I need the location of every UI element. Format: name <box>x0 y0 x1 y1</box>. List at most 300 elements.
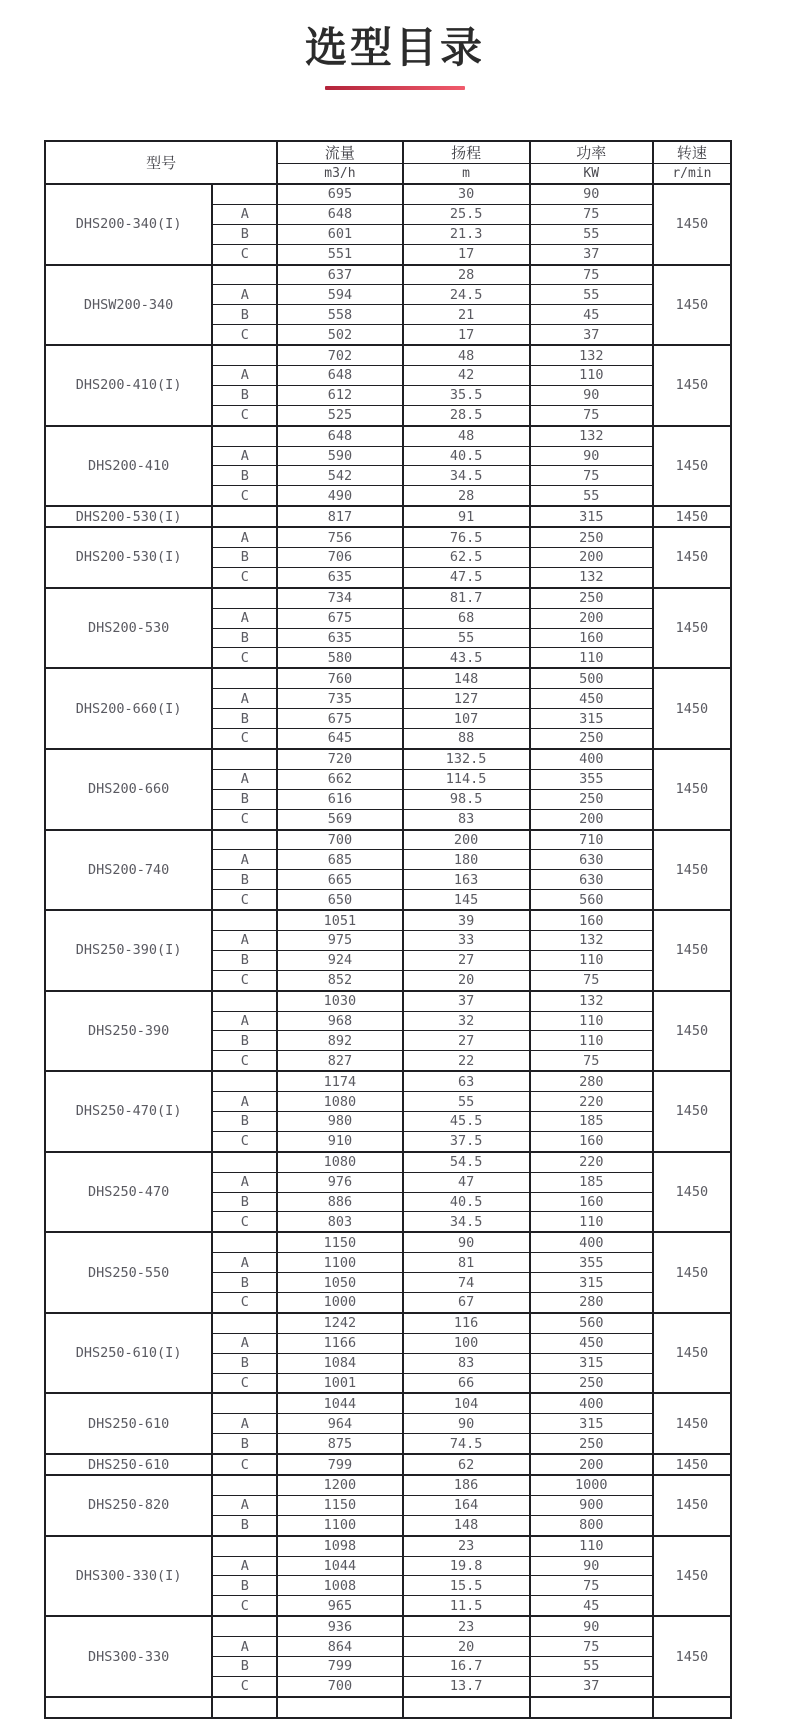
power-value: 400 <box>530 749 653 769</box>
power-value: 280 <box>530 1071 653 1091</box>
variant-label: C <box>212 1292 277 1312</box>
variant-label: A <box>212 527 277 547</box>
flow-value: 1150 <box>277 1232 402 1252</box>
column-header-speed: 转速 <box>653 141 731 164</box>
head-value: 98.5 <box>403 789 530 809</box>
power-value: 132 <box>530 930 653 950</box>
head-value: 163 <box>403 870 530 890</box>
power-value: 400 <box>530 1393 653 1413</box>
flow-value: 864 <box>277 1637 402 1657</box>
head-value: 37 <box>403 991 530 1011</box>
power-value: 75 <box>530 970 653 990</box>
flow-value: 612 <box>277 385 402 405</box>
model-name: DHS300-330(I) <box>45 1536 212 1617</box>
variant-label: C <box>212 729 277 749</box>
power-value: 75 <box>530 405 653 425</box>
flow-value: 648 <box>277 204 402 224</box>
variant-label: B <box>212 305 277 325</box>
flow-value: 645 <box>277 729 402 749</box>
flow-value: 635 <box>277 567 402 587</box>
model-name: DHS250-610 <box>45 1393 212 1454</box>
power-value: 90 <box>530 446 653 466</box>
flow-value: 975 <box>277 930 402 950</box>
power-value: 55 <box>530 285 653 305</box>
head-value: 20 <box>403 1637 530 1657</box>
head-value: 100 <box>403 1333 530 1353</box>
flow-value: 1098 <box>277 1536 402 1556</box>
flow-value: 525 <box>277 405 402 425</box>
variant-label: C <box>212 1676 277 1696</box>
speed-value: 1450 <box>653 1393 731 1454</box>
flow-value: 1150 <box>277 1495 402 1515</box>
variant-label <box>212 991 277 1011</box>
title-underline-accent <box>325 86 465 90</box>
head-value: 107 <box>403 709 530 729</box>
flow-value: 558 <box>277 305 402 325</box>
speed-value <box>653 1697 731 1718</box>
table-row <box>45 426 731 446</box>
model-name: DHS250-550 <box>45 1232 212 1313</box>
flow-value: 852 <box>277 970 402 990</box>
table-row <box>45 668 731 688</box>
power-value: 250 <box>530 588 653 608</box>
variant-label: A <box>212 1011 277 1031</box>
power-value: 132 <box>530 991 653 1011</box>
flow-value: 803 <box>277 1212 402 1232</box>
head-value: 55 <box>403 1092 530 1112</box>
variant-label: C <box>212 1212 277 1232</box>
column-header-head: 扬程 <box>403 141 530 164</box>
head-value: 28 <box>403 265 530 285</box>
head-value: 20 <box>403 970 530 990</box>
flow-value: 594 <box>277 285 402 305</box>
model-name: DHS200-340(I) <box>45 184 212 265</box>
head-value: 67 <box>403 1292 530 1312</box>
head-value: 62 <box>403 1454 530 1475</box>
table-row <box>45 506 731 527</box>
flow-value: 976 <box>277 1172 402 1192</box>
head-value: 42 <box>403 366 530 386</box>
speed-value: 1450 <box>653 1071 731 1152</box>
head-value: 24.5 <box>403 285 530 305</box>
power-value: 55 <box>530 224 653 244</box>
unit-speed: r/min <box>653 164 731 185</box>
variant-label: B <box>212 385 277 405</box>
table-body <box>45 184 731 1718</box>
head-value: 114.5 <box>403 769 530 789</box>
flow-value: 980 <box>277 1111 402 1131</box>
head-value: 21.3 <box>403 224 530 244</box>
variant-label: B <box>212 1657 277 1677</box>
flow-value: 799 <box>277 1657 402 1677</box>
power-value: 37 <box>530 1676 653 1696</box>
power-value: 110 <box>530 1031 653 1051</box>
model-name: DHS250-470 <box>45 1152 212 1233</box>
header-row-labels <box>45 141 731 164</box>
power-value: 900 <box>530 1495 653 1515</box>
variant-label: A <box>212 1495 277 1515</box>
variant-label <box>212 426 277 446</box>
flow-value: 601 <box>277 224 402 244</box>
variant-label <box>212 1616 277 1636</box>
power-value: 220 <box>530 1092 653 1112</box>
model-name: DHS250-610 <box>45 1454 212 1475</box>
flow-value: 968 <box>277 1011 402 1031</box>
power-value: 200 <box>530 548 653 568</box>
head-value: 39 <box>403 910 530 930</box>
variant-label: C <box>212 405 277 425</box>
power-value: 110 <box>530 1212 653 1232</box>
model-name: DHS300-330 <box>45 1616 212 1697</box>
head-value: 48 <box>403 426 530 446</box>
power-value: 45 <box>530 1596 653 1616</box>
variant-label: A <box>212 930 277 950</box>
head-value: 47 <box>403 1172 530 1192</box>
power-value: 132 <box>530 567 653 587</box>
head-value: 19.8 <box>403 1556 530 1576</box>
power-value: 160 <box>530 1192 653 1212</box>
head-value: 148 <box>403 1515 530 1535</box>
head-value: 76.5 <box>403 527 530 547</box>
variant-label <box>212 749 277 769</box>
flow-value: 1080 <box>277 1152 402 1172</box>
power-value: 200 <box>530 809 653 829</box>
flow-value: 756 <box>277 527 402 547</box>
variant-label: C <box>212 1454 277 1475</box>
head-value: 17 <box>403 325 530 345</box>
table-row <box>45 527 731 547</box>
speed-value: 1450 <box>653 668 731 749</box>
table-row <box>45 184 731 204</box>
head-value: 23 <box>403 1616 530 1636</box>
flow-value: 551 <box>277 244 402 264</box>
table-row <box>45 1536 731 1556</box>
head-value: 68 <box>403 608 530 628</box>
speed-value: 1450 <box>653 426 731 507</box>
head-value: 40.5 <box>403 1192 530 1212</box>
table-row <box>45 265 731 285</box>
variant-label: C <box>212 809 277 829</box>
flow-value: 1030 <box>277 991 402 1011</box>
power-value: 450 <box>530 689 653 709</box>
power-value: 1000 <box>530 1475 653 1495</box>
power-value: 200 <box>530 608 653 628</box>
speed-value: 1450 <box>653 588 731 669</box>
flow-value: 675 <box>277 608 402 628</box>
flow-value: 502 <box>277 325 402 345</box>
variant-label: C <box>212 486 277 506</box>
column-header-flow: 流量 <box>277 141 402 164</box>
head-value: 66 <box>403 1373 530 1393</box>
power-value: 90 <box>530 1556 653 1576</box>
variant-label: A <box>212 850 277 870</box>
power-value: 160 <box>530 910 653 930</box>
flow-value: 1100 <box>277 1515 402 1535</box>
variant-label: B <box>212 950 277 970</box>
power-value: 110 <box>530 648 653 668</box>
head-value: 11.5 <box>403 1596 530 1616</box>
model-name: DHS250-610(I) <box>45 1313 212 1394</box>
variant-label: B <box>212 1273 277 1293</box>
head-value: 48 <box>403 345 530 365</box>
head-value: 45.5 <box>403 1111 530 1131</box>
table-row <box>45 749 731 769</box>
model-name: DHS200-410 <box>45 426 212 507</box>
variant-label <box>212 1313 277 1333</box>
variant-label <box>212 265 277 285</box>
variant-label: A <box>212 366 277 386</box>
variant-label <box>212 1393 277 1413</box>
power-value: 185 <box>530 1111 653 1131</box>
power-value: 250 <box>530 527 653 547</box>
page-title: 选型目录 <box>304 23 485 72</box>
power-value: 355 <box>530 769 653 789</box>
power-value: 55 <box>530 1657 653 1677</box>
power-value: 37 <box>530 325 653 345</box>
speed-value: 1450 <box>653 910 731 991</box>
speed-value: 1450 <box>653 830 731 911</box>
flow-value: 637 <box>277 265 402 285</box>
power-value: 400 <box>530 1232 653 1252</box>
variant-label <box>212 910 277 930</box>
variant-label: B <box>212 709 277 729</box>
model-name: DHS250-820 <box>45 1475 212 1536</box>
flow-value: 1044 <box>277 1556 402 1576</box>
head-value: 22 <box>403 1051 530 1071</box>
power-value: 90 <box>530 1616 653 1636</box>
speed-value: 1450 <box>653 1232 731 1313</box>
power-value: 75 <box>530 1576 653 1596</box>
power-value: 250 <box>530 789 653 809</box>
flow-value: 706 <box>277 548 402 568</box>
variant-label: B <box>212 1576 277 1596</box>
model-name: DHS200-660 <box>45 749 212 830</box>
variant-label: C <box>212 648 277 668</box>
head-value: 40.5 <box>403 446 530 466</box>
speed-value: 1450 <box>653 1152 731 1233</box>
flow-value: 875 <box>277 1434 402 1454</box>
flow-value: 892 <box>277 1031 402 1051</box>
flow-value: 635 <box>277 628 402 648</box>
power-value: 315 <box>530 709 653 729</box>
variant-label: B <box>212 789 277 809</box>
variant-label <box>212 1232 277 1252</box>
flow-value: 580 <box>277 648 402 668</box>
variant-label: C <box>212 1131 277 1151</box>
flow-value: 735 <box>277 689 402 709</box>
head-value: 16.7 <box>403 1657 530 1677</box>
variant-label <box>212 1697 277 1718</box>
power-value: 355 <box>530 1253 653 1273</box>
flow-value: 965 <box>277 1596 402 1616</box>
power-value: 45 <box>530 305 653 325</box>
flow-value: 1000 <box>277 1292 402 1312</box>
table-row <box>45 991 731 1011</box>
speed-value: 1450 <box>653 749 731 830</box>
head-value: 180 <box>403 850 530 870</box>
variant-label <box>212 668 277 688</box>
head-value: 43.5 <box>403 648 530 668</box>
flow-value: 760 <box>277 668 402 688</box>
variant-label: A <box>212 204 277 224</box>
head-value: 27 <box>403 950 530 970</box>
flow-value: 910 <box>277 1131 402 1151</box>
variant-label <box>212 588 277 608</box>
head-value: 13.7 <box>403 1676 530 1696</box>
head-value: 21 <box>403 305 530 325</box>
flow-value: 700 <box>277 1676 402 1696</box>
flow-value: 648 <box>277 366 402 386</box>
power-value: 250 <box>530 1434 653 1454</box>
head-value: 47.5 <box>403 567 530 587</box>
flow-value: 924 <box>277 950 402 970</box>
power-value: 110 <box>530 1536 653 1556</box>
power-value: 315 <box>530 1273 653 1293</box>
table-row <box>45 1152 731 1172</box>
model-name: DHS250-390(I) <box>45 910 212 991</box>
power-value: 90 <box>530 385 653 405</box>
variant-label: C <box>212 244 277 264</box>
power-value: 75 <box>530 1051 653 1071</box>
table-row <box>45 1071 731 1091</box>
variant-label: A <box>212 1556 277 1576</box>
power-value: 315 <box>530 1414 653 1434</box>
power-value: 75 <box>530 1637 653 1657</box>
flow-value: 569 <box>277 809 402 829</box>
head-value: 32 <box>403 1011 530 1031</box>
head-value: 90 <box>403 1414 530 1434</box>
power-value: 220 <box>530 1152 653 1172</box>
table-row <box>45 1697 731 1718</box>
power-value: 710 <box>530 830 653 850</box>
head-value: 55 <box>403 628 530 648</box>
head-value: 62.5 <box>403 548 530 568</box>
flow-value: 817 <box>277 506 402 527</box>
power-value: 450 <box>530 1333 653 1353</box>
power-value: 630 <box>530 850 653 870</box>
variant-label: B <box>212 1192 277 1212</box>
head-value: 34.5 <box>403 466 530 486</box>
power-value: 132 <box>530 426 653 446</box>
head-value: 81.7 <box>403 588 530 608</box>
head-value: 91 <box>403 506 530 527</box>
head-value: 23 <box>403 1536 530 1556</box>
variant-label: A <box>212 608 277 628</box>
variant-label: C <box>212 890 277 910</box>
unit-head: m <box>403 164 530 185</box>
variant-label: A <box>212 446 277 466</box>
flow-value: 1001 <box>277 1373 402 1393</box>
flow-value: 702 <box>277 345 402 365</box>
head-value: 104 <box>403 1393 530 1413</box>
variant-label: A <box>212 689 277 709</box>
model-name <box>45 1697 212 1718</box>
head-value: 116 <box>403 1313 530 1333</box>
variant-label <box>212 345 277 365</box>
power-value: 75 <box>530 265 653 285</box>
power-value: 200 <box>530 1454 653 1475</box>
flow-value: 1174 <box>277 1071 402 1091</box>
speed-value: 1450 <box>653 184 731 265</box>
flow-value: 1100 <box>277 1253 402 1273</box>
head-value: 127 <box>403 689 530 709</box>
speed-value: 1450 <box>653 265 731 346</box>
head-value: 90 <box>403 1232 530 1252</box>
variant-label: A <box>212 285 277 305</box>
power-value: 250 <box>530 729 653 749</box>
head-value: 83 <box>403 809 530 829</box>
head-value: 25.5 <box>403 204 530 224</box>
variant-label <box>212 1536 277 1556</box>
variant-label: A <box>212 1092 277 1112</box>
head-value: 37.5 <box>403 1131 530 1151</box>
variant-label: B <box>212 870 277 890</box>
head-value: 35.5 <box>403 385 530 405</box>
flow-value: 1008 <box>277 1576 402 1596</box>
model-name: DHS250-390 <box>45 991 212 1072</box>
speed-value: 1450 <box>653 991 731 1072</box>
head-value: 34.5 <box>403 1212 530 1232</box>
variant-label: A <box>212 1172 277 1192</box>
flow-value: 720 <box>277 749 402 769</box>
speed-value: 1450 <box>653 1475 731 1536</box>
power-value <box>530 1697 653 1718</box>
flow-value: 734 <box>277 588 402 608</box>
table-row <box>45 1454 731 1475</box>
power-value: 75 <box>530 466 653 486</box>
table-row <box>45 1475 731 1495</box>
flow-value: 1050 <box>277 1273 402 1293</box>
flow-value: 616 <box>277 789 402 809</box>
power-value: 160 <box>530 1131 653 1151</box>
model-name: DHS200-530(I) <box>45 506 212 527</box>
power-value: 800 <box>530 1515 653 1535</box>
power-value: 185 <box>530 1172 653 1192</box>
head-value: 81 <box>403 1253 530 1273</box>
variant-label: C <box>212 325 277 345</box>
model-name: DHS200-660(I) <box>45 668 212 749</box>
head-value: 30 <box>403 184 530 204</box>
table-row <box>45 1313 731 1333</box>
flow-value: 542 <box>277 466 402 486</box>
variant-label: A <box>212 1414 277 1434</box>
head-value: 74 <box>403 1273 530 1293</box>
model-name: DHS200-530(I) <box>45 527 212 588</box>
flow-value: 1044 <box>277 1393 402 1413</box>
head-value: 17 <box>403 244 530 264</box>
power-value: 280 <box>530 1292 653 1312</box>
flow-value: 490 <box>277 486 402 506</box>
variant-label <box>212 1152 277 1172</box>
table-row <box>45 1393 731 1413</box>
flow-value: 799 <box>277 1454 402 1475</box>
column-header-model: 型号 <box>45 141 277 184</box>
power-value: 110 <box>530 950 653 970</box>
variant-label <box>212 830 277 850</box>
head-value: 88 <box>403 729 530 749</box>
model-name: DHS250-470(I) <box>45 1071 212 1152</box>
variant-label: B <box>212 224 277 244</box>
power-value: 110 <box>530 1011 653 1031</box>
variant-label: A <box>212 1333 277 1353</box>
power-value: 315 <box>530 506 653 527</box>
power-value: 560 <box>530 890 653 910</box>
head-value <box>403 1697 530 1718</box>
variant-label <box>212 1071 277 1091</box>
column-header-power: 功率 <box>530 141 653 164</box>
flow-value <box>277 1697 402 1718</box>
flow-value: 936 <box>277 1616 402 1636</box>
